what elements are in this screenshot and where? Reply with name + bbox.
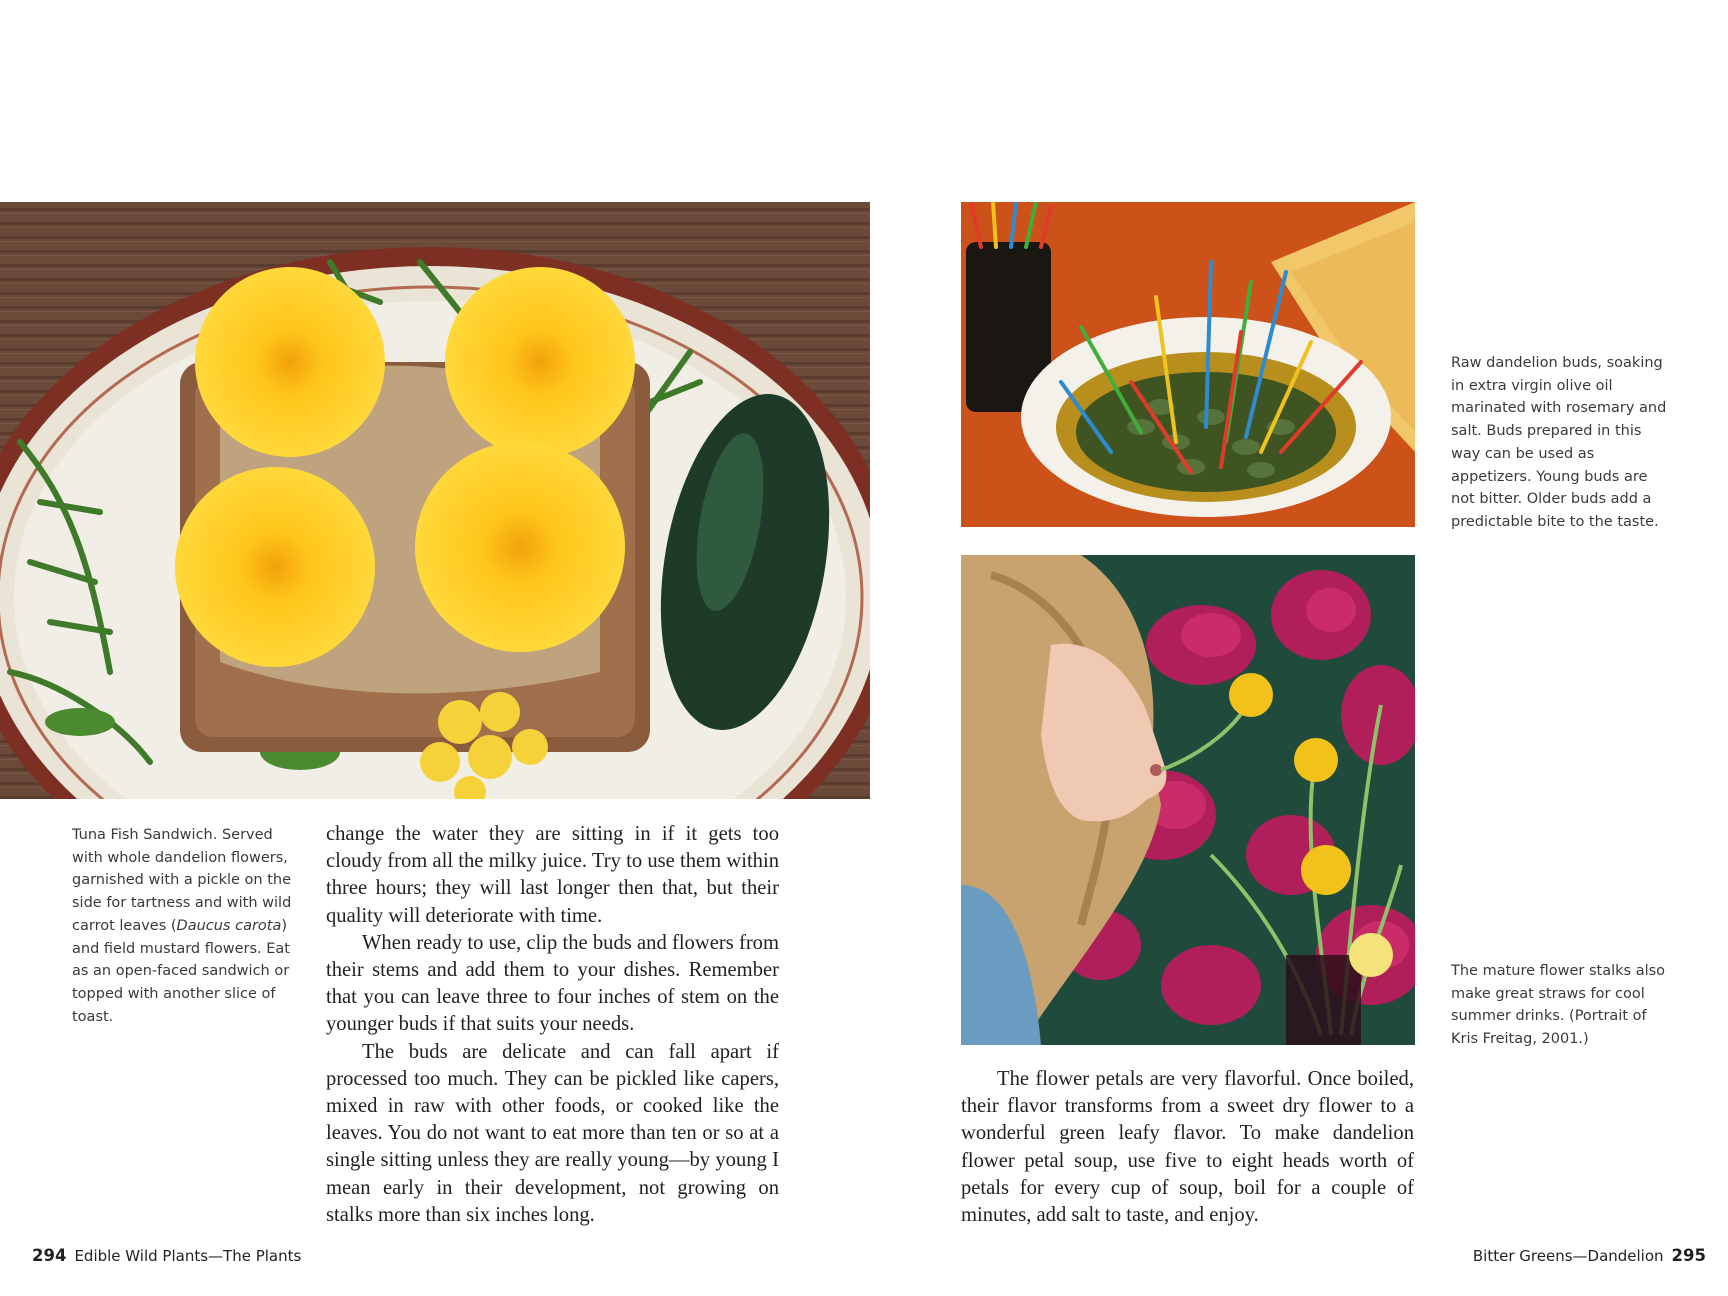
body-paragraph: The flower petals are very flavorful. Once boiled, their flavor transforms from a sweet dry flower to a wonderful green leafy flavor. To make dandelion flower petal soup, use five to eight heads worth of petals for every cup of soup, boil for a couple of minutes, add salt to taste, and enjoy.: [961, 1068, 1414, 1227]
body-paragraph: change the water they are sitting in if it gets too cloudy from all the milky juice. Try to use them within three hours; they will last longer then that, but their quality will deteriorate with time.: [326, 823, 779, 927]
page-number: 295: [1671, 1246, 1706, 1265]
right-page-body-text: [961, 1066, 1414, 1229]
left-page-body-text: [326, 821, 779, 1229]
page-number: 294: [32, 1246, 67, 1265]
buds-caption: Raw dandelion buds, soaking in extra virgin olive oil marinated with rosemary and salt. Buds prepared in this way can be used as appetizers. Young buds are not bitter. Older buds add a predictable bite to the taste.: [1451, 355, 1667, 530]
body-paragraph: When ready to use, clip the buds and flowers from their stems and add them to your dishes. Remember that you can leave three to four inches of stem on the younger buds if that suits your needs.: [326, 931, 779, 1036]
body-paragraph: The buds are delicate and can fall apart if processed too much. They can be pickled like capers, mixed in raw with other foods, or cooked like the leaves. You do not want to eat more than ten or so at a single sitting unless they are really young—by young I mean early in their development, not growing on stalks more than six inches long.: [326, 1040, 779, 1226]
flower-stalk-straw-photo: [961, 555, 1415, 1045]
running-head: Edible Wild Plants—The Plants: [74, 1247, 302, 1265]
right-page-footer: [1473, 1246, 1706, 1265]
dandelion-buds-photo: [961, 202, 1415, 527]
straws-caption: The mature flower stalks also make great straws for cool summer drinks. (Portrait of Kris Freitag, 2001.): [1451, 963, 1666, 1048]
tuna-sandwich-photo: [0, 202, 870, 799]
left-page-footer: [32, 1246, 301, 1265]
sandwich-caption: Tuna Fish Sandwich. Served with whole dandelion flowers, garnished with a pickle on the side for tartness and with wild carrot leaves (Daucus carota) and field mustard flowers. Eat as an open-faced sandwich or topped with another slice of toast.: [72, 827, 292, 1025]
running-head: Bitter Greens—Dandelion: [1472, 1247, 1664, 1265]
